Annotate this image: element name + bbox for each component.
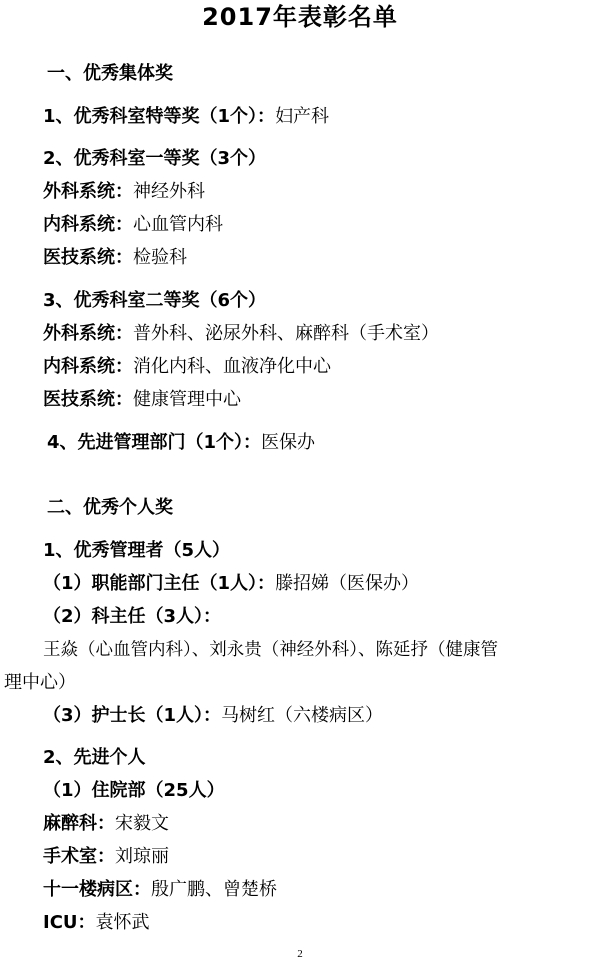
system-row bbox=[43, 388, 241, 412]
system-label: 内科系统： bbox=[43, 356, 133, 377]
system-row bbox=[43, 355, 331, 379]
department-value: 袁怀武 bbox=[95, 912, 150, 933]
system-value: 心血管内科 bbox=[133, 214, 223, 235]
department-value: 宋毅文 bbox=[115, 813, 169, 834]
award-item-heading: 1、优秀管理者（5人） bbox=[43, 540, 231, 561]
department-row bbox=[43, 845, 169, 869]
system-value: 健康管理中心 bbox=[133, 389, 241, 410]
system-label: 内科系统： bbox=[43, 214, 133, 235]
department-label: ICU： bbox=[43, 912, 96, 933]
department-label: 手术室： bbox=[43, 846, 115, 867]
section-heading-collective: 一、优秀集体奖 bbox=[47, 63, 173, 84]
section-heading-individual: 二、优秀个人奖 bbox=[47, 497, 173, 518]
system-value: 普外科、泌尿外科、麻醉科（手术室） bbox=[133, 323, 439, 344]
award-item bbox=[47, 431, 315, 455]
system-row bbox=[43, 180, 205, 204]
page-number: 2 bbox=[297, 948, 303, 960]
name-list-line: 王焱（心血管内科）、刘永贵（神经外科）、陈延抒（健康管 bbox=[43, 640, 498, 660]
award-value: 医保办 bbox=[261, 432, 316, 453]
system-label: 医技系统： bbox=[43, 247, 133, 268]
department-label: 麻醉科： bbox=[43, 813, 115, 834]
system-row bbox=[43, 246, 187, 270]
system-value: 消化内科、血液净化中心 bbox=[133, 356, 331, 377]
department-row bbox=[43, 911, 150, 935]
department-row bbox=[43, 878, 277, 902]
award-value: 妇产科 bbox=[275, 106, 330, 127]
award-subitem-heading: （1）住院部（25人） bbox=[43, 780, 225, 801]
department-label: 十一楼病区： bbox=[43, 879, 151, 900]
award-subitem-heading: （2）科主任（3人）： bbox=[43, 606, 222, 627]
award-item-heading: 2、先进个人 bbox=[43, 747, 146, 768]
system-label: 外科系统： bbox=[43, 323, 133, 344]
subitem-label: （3）护士长（1人）： bbox=[43, 705, 222, 726]
award-item bbox=[43, 105, 329, 129]
department-value: 刘琼丽 bbox=[115, 846, 169, 867]
award-label: 1、优秀科室特等奖（1个）： bbox=[43, 106, 276, 127]
subitem-label: （1）职能部门主任（1人）： bbox=[43, 573, 276, 594]
award-label: 4、先进管理部门（1个）： bbox=[47, 432, 262, 453]
subitem-value: 滕招娣（医保办） bbox=[275, 573, 420, 594]
award-item-heading: 3、优秀科室二等奖（6个） bbox=[43, 290, 267, 311]
department-value: 殷广鹏、曾楚桥 bbox=[151, 879, 277, 900]
system-value: 检验科 bbox=[133, 247, 187, 268]
system-label: 外科系统： bbox=[43, 181, 133, 202]
system-row bbox=[43, 213, 223, 237]
department-row bbox=[43, 812, 169, 836]
system-label: 医技系统： bbox=[43, 389, 133, 410]
award-subitem bbox=[43, 572, 419, 596]
system-row bbox=[43, 322, 439, 346]
award-subitem bbox=[43, 704, 383, 728]
name-list-line-continued: 理中心） bbox=[4, 672, 76, 693]
award-item-heading: 2、优秀科室一等奖（3个） bbox=[43, 148, 267, 169]
subitem-value: 马树红（六楼病区） bbox=[221, 705, 384, 726]
system-value: 神经外科 bbox=[133, 181, 205, 202]
page-title: 2017年表彰名单 bbox=[202, 3, 398, 31]
